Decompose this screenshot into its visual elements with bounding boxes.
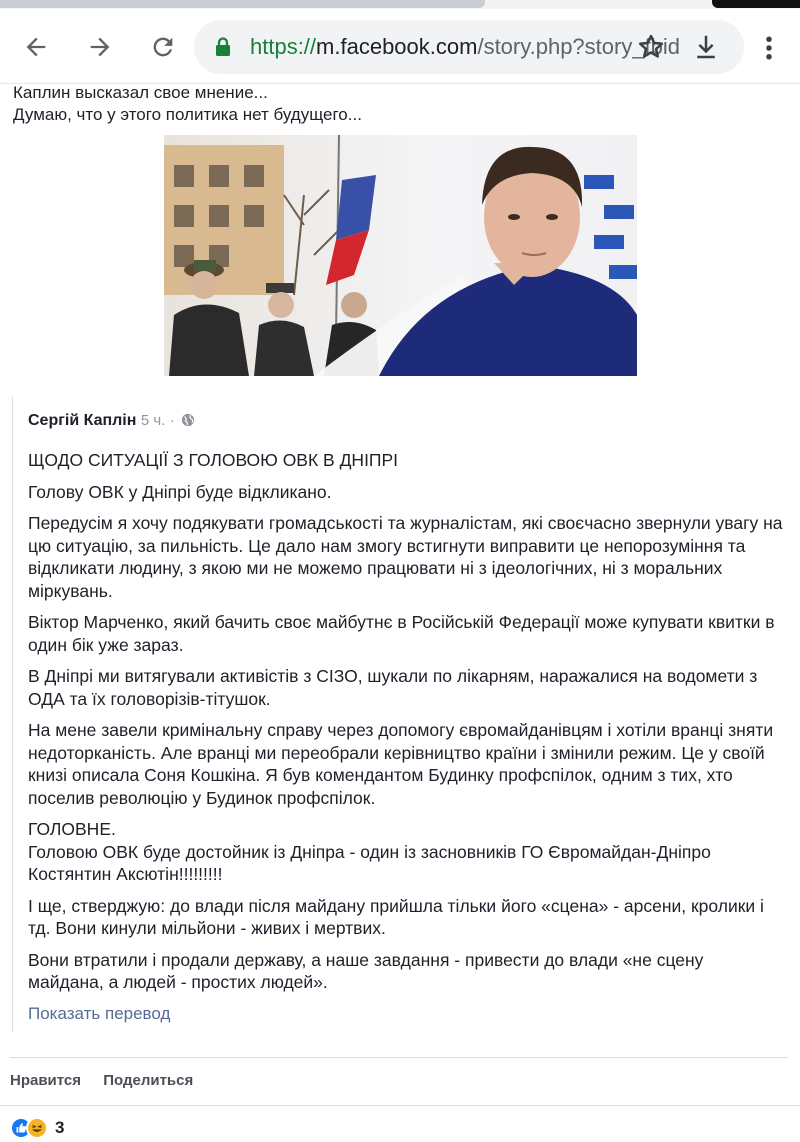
author-name[interactable]: Сергій Каплін: [28, 412, 137, 429]
divider: [10, 1057, 788, 1058]
divider: [0, 1105, 800, 1106]
meta-separator: ·: [169, 412, 175, 429]
tab[interactable]: [0, 0, 485, 8]
post-paragraph: Віктор Марченко, який бачить своє майбутнє в Російській Федерації може купувати квитки в один бік уже зараз.: [28, 612, 775, 655]
browser-toolbar: [0, 9, 800, 84]
arrow-right-icon: [86, 33, 114, 61]
url-host: m.facebook.com: [316, 34, 478, 59]
post-text-line: Каплин высказал свое мнение...: [13, 83, 268, 102]
post-time[interactable]: 5 ч.: [140, 412, 166, 429]
reactions-summary[interactable]: [10, 1115, 64, 1141]
shared-post-header: [28, 412, 195, 434]
bookmark-star-icon[interactable]: [636, 32, 666, 62]
post-paragraph: В Дніпрі ми витягували активістів з СІЗО, шукали по лікарням, наражалися на водомети з ОДА та їх головорізів-тітушок.: [28, 666, 758, 709]
arrow-left-icon: [22, 33, 50, 61]
post-photo[interactable]: [164, 135, 637, 376]
address-bar[interactable]: [194, 20, 744, 74]
tab-strip: [0, 0, 800, 9]
post-text-line: Думаю, что у этого политика нет будущего...: [13, 105, 362, 124]
post-actions: [10, 1072, 211, 1089]
forward-button[interactable]: [82, 29, 118, 65]
post-paragraph: Голову ОВК у Дніпрі буде відкликано.: [28, 481, 332, 502]
post-paragraph: Вони втратили і продали державу, а наше завдання - привести до влади «не сцену майдана, а людей - простих людей».: [28, 949, 704, 992]
photo-illustration: [164, 135, 637, 376]
url-text[interactable]: [250, 34, 681, 62]
post-text: [13, 82, 773, 126]
download-icon[interactable]: [691, 32, 721, 62]
share-button[interactable]: Поделиться: [103, 1072, 194, 1089]
post-paragraph: ГОЛОВНЕ. Головою ОВК буде достойник із Дніпра - один із засновників ГО Євромайдан-Дніпро Костянтин Аксютін!!!!!!!!!: [28, 819, 711, 884]
more-vertical-icon[interactable]: [754, 33, 784, 63]
post-paragraph: ЩОДО СИТУАЦІЇ З ГОЛОВОЮ ОВК В ДНІПРІ: [28, 450, 399, 470]
post-paragraph: І ще, стверджую: до влади після майдану прийшла тільки його «сцена» - арсени, кролики і тд. Вони кинули мільйони - живих і мертвих.: [28, 895, 764, 938]
post-paragraph: На мене завели кримінальну справу через допомогу євромайданівцям і хотіли вранці зняти недоторканість. Але вранці ми переобрали керівництво країни і змінили режим. Це у своїй книзі описала Соня Кошкіна. Я був комендантом Будинку профспілок, одним з тих, хто поселив революцію у Будинок профспілок.: [28, 720, 774, 808]
like-button[interactable]: Нравится: [10, 1072, 82, 1089]
globe-icon: [181, 413, 195, 427]
lock-icon: [214, 37, 232, 57]
shared-post-body: [28, 449, 783, 1003]
post-paragraph: Передусім я хочу подякувати громадськості та журналістам, які своєчасно звернули увагу на цю ситуацію, за пильність. Це дало нам змогу встигнути виправити це непорозуміння та відкликати людину, з якою ми не можемо працювати ні з ідеологічних, ні з моральних міркувань.: [28, 513, 783, 601]
reload-button[interactable]: [145, 29, 181, 65]
show-translation-link[interactable]: Показать перевод: [28, 1004, 171, 1023]
refresh-icon: [149, 33, 177, 61]
url-scheme: https://: [250, 34, 317, 59]
tab[interactable]: [712, 0, 800, 8]
url-path: /story.php?story_fbid: [477, 34, 681, 59]
haha-icon: [26, 1117, 48, 1139]
reaction-count: 3: [55, 1118, 65, 1137]
back-button[interactable]: [18, 29, 54, 65]
shared-post: [12, 397, 788, 1032]
